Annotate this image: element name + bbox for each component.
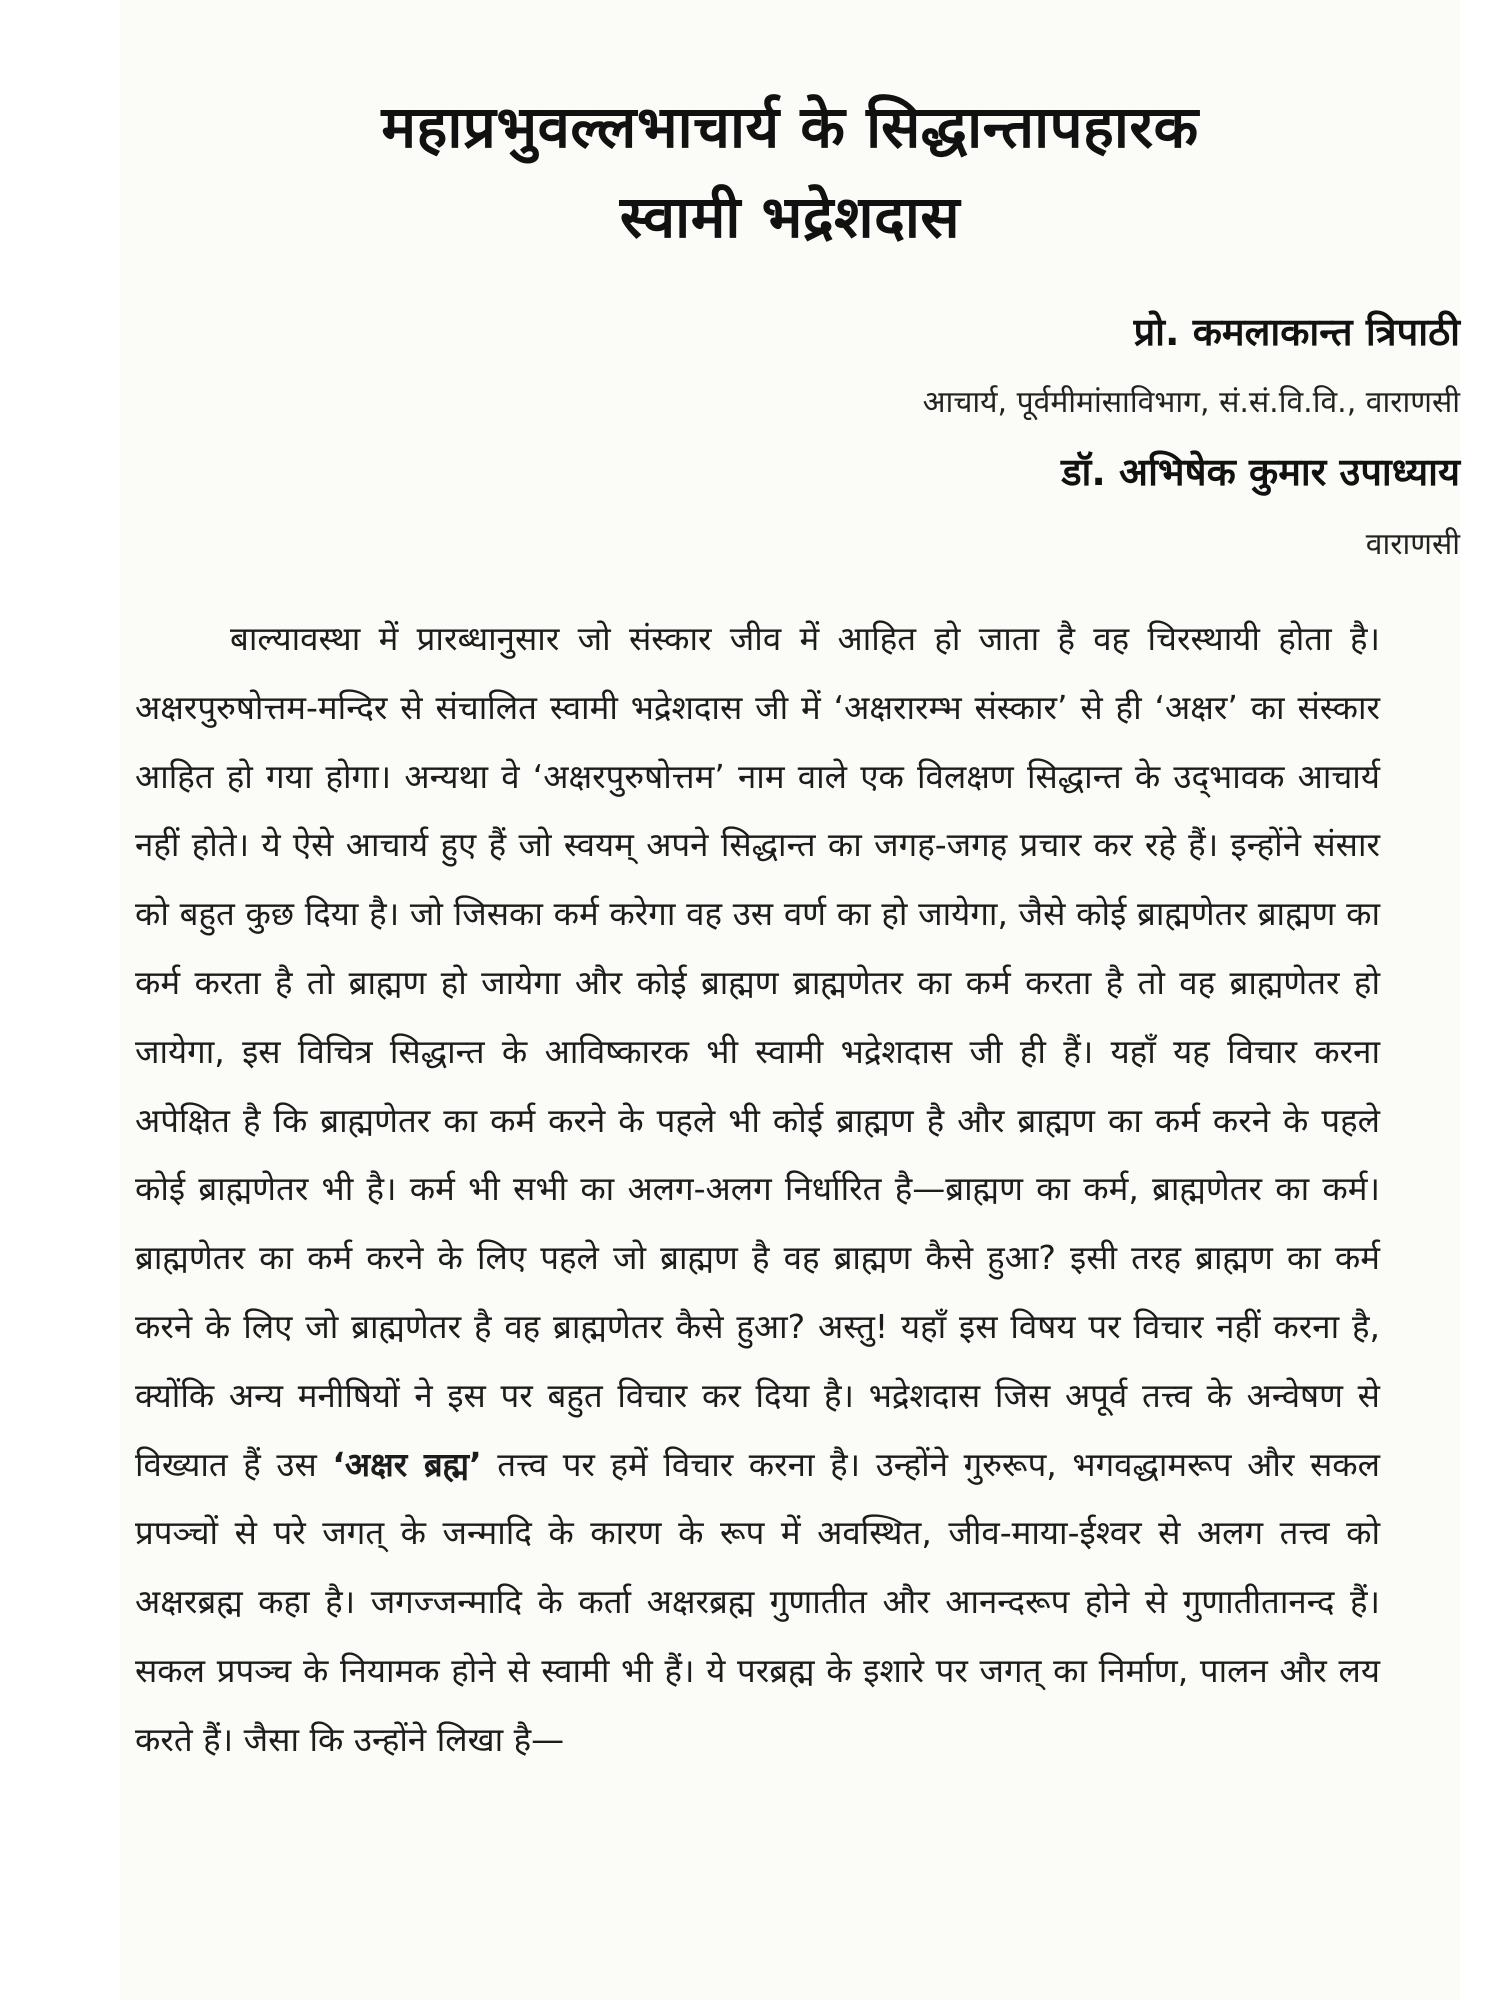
title-line-1: महाप्रभुवल्लभाचार्य के सिद्धान्तापहारक: [381, 93, 1199, 161]
body-text-part-2: तत्त्व पर हमें विचार करना है। उन्होंने गुरुरूप, भगवद्धामरूप और सकल प्रपञ्चों से परे जगत् के जन्मादि के कारण के रूप में अवस्थित, जीव-माया-ईश्वर से अलग तत्त्व को अक्षरब्रह्म कहा है। जगज्जन्मादि के कर्ता अक्षरब्रह्म गुणातीत और आनन्दरूप होने से गुणातीतानन्द हैं। सकल प्रपञ्च के नियामक होने से स्वामी भी हैं। ये परब्रह्म के इशारे पर जगत् का निर्माण, पालन और लय करते हैं। जैसा कि उन्होंने लिखा है—: [135, 1444, 1380, 1759]
emphasis-akshar-brahma: ‘अक्षर ब्रह्म’: [332, 1444, 482, 1484]
author-1-affiliation: आचार्य, पूर्वमीमांसाविभाग, सं.सं.वि.वि., वाराणसी: [922, 385, 1460, 420]
author-1-name: प्रो. कमलाकान्त त्रिपाठी: [1133, 310, 1460, 354]
body-paragraph: [135, 605, 1380, 1775]
article-body: [135, 605, 1380, 1775]
document-page: [120, 0, 1460, 2000]
author-2-name: डॉ. अभिषेक कुमार उपाध्याय: [1061, 450, 1460, 494]
page-margin: [0, 0, 120, 2000]
title-line-2: स्वामी भद्रेशदास: [619, 183, 961, 251]
author-2-affiliation: वाराणसी: [1365, 527, 1460, 562]
body-text-part-1: बाल्यावस्था में प्रारब्धानुसार जो संस्कार जीव में आहित हो जाता है वह चिरस्थायी होता है। अक्षरपुरुषोत्तम-मन्दिर से संचालित स्वामी भद्रेशदास जी में ‘अक्षरारम्भ संस्कार’ से ही ‘अक्षर’ का संस्कार आहित हो गया होगा। अन्यथा वे ‘अक्षरपुरुषोत्तम’ नाम वाले एक विलक्षण सिद्धान्त के उद्‌भावक आचार्य नहीं होते। ये ऐसे आचार्य हुए हैं जो स्वयम् अपने सिद्धान्त का जगह-जगह प्रचार कर रहे हैं। इन्होंने संसार को बहुत कुछ दिया है। जो जिसका कर्म करेगा वह उस वर्ण का हो जायेगा, जैसे कोई ब्राह्मणेतर ब्राह्मण का कर्म करता है तो ब्राह्मण हो जायेगा और कोई ब्राह्मण ब्राह्मणेतर का कर्म करता है तो वह ब्राह्मणेतर हो जायेगा, इस विचित्र सिद्धान्त के आविष्कारक भी स्वामी भद्रेशदास जी ही हैं। यहाँ यह विचार करना अपेक्षित है कि ब्राह्मणेतर का कर्म करने के पहले भी कोई ब्राह्मण है और ब्राह्मण का कर्म करने के पहले कोई ब्राह्मणेतर भी है। कर्म भी सभी का अलग-अलग निर्धारित है—ब्राह्मण का कर्म, ब्राह्मणेतर का कर्म। ब्राह्मणेतर का कर्म करने के लिए पहले जो ब्राह्मण है वह ब्राह्मण कैसे हुआ? इसी तरह ब्राह्मण का कर्म करने के लिए जो ब्राह्मणेतर है वह ब्राह्मणेतर कैसे हुआ? अस्तु! यहाँ इस विषय पर विचार नहीं करना है, क्योंकि अन्य मनीषियों ने इस पर बहुत विचार कर दिया है। भद्रेशदास जिस अपूर्व तत्त्व के अन्वेषण से विख्यात हैं उस: [135, 619, 1380, 1484]
article-title: [120, 82, 1460, 262]
